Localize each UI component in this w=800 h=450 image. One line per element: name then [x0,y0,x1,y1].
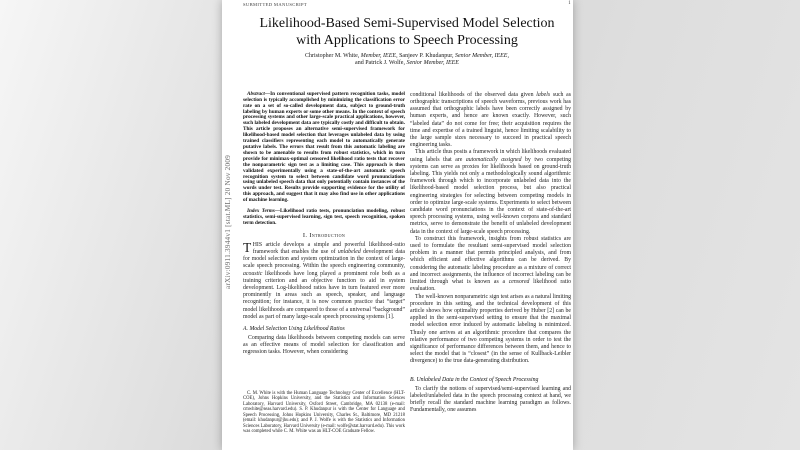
subsection-b-paragraph: To clarify the notions of supervised/semi-supervised learning and labeled/unlabeled data in the speech processing context at hand, we briefly recall the standard machine learning paradigm as follows. Fundamentally, one assumes [410,385,571,414]
two-column-body [243,90,572,435]
section-heading-introduction: I. Introduction [302,231,346,239]
right-paragraph-3: To construct this framework, insights from robust statistics are used to formulate the resultant semi-supervised model selection problem in a manner that permits principled analysis, and from which efficient and effective algorithms can be derived. By considering the automatic labeling procedure as a mixture of correct and incorrect assignments, the influence of incorrect labeling can be limited through what is known as a censored likelihood ratio evaluation. [410,235,571,293]
introduction-text: HIS article develops a simple and powerful likelihood-ratio framework that enables the use of unlabeled development data for model selection and system optimization in the context of large-scale speech processing. Within the speech engineering community, acoustic likelihoods have long played a prominent role both as a training criterion and an objective function to aid in system development. Log-likelihood ratios have in turn featured ever more prominently in areas such as speech, speaker, and language recognition; for instance, it is now common practice that “target” model likelihoods are compared to those of a universal “background” model as part of many large-scale speech processing systems [1]. [243,241,405,320]
author-affiliation-footnote: C. M. White is with the Human Language Technology Center of Excellence (HLT-COE), Johns Hopkins University, and the Statistics and Information Sciences Laboratory, Harvard University, Oxford Street, Cambridge, MA 02138 (e-mail: cmwhite@seas.harvard.edu). S. P. Khudanpur is with the Center for Language and Speech Processing, Johns Hopkins University, Charles St., Baltimore, MD 21218 (email: khudanpur@jhu.edu); and P. J. Wolfe is with the Statistics and Information Sciences Laboratory, Harvard University (e-mail: wolfe@stat.harvard.edu). This work was completed while C. M. White was an HLT-COE Graduate Fellow. [243,390,405,435]
abstract-paragraph [243,92,405,204]
page-number: 1 [568,1,571,6]
arxiv-stamp: arXiv:0911.3944v1 [stat.ML] 20 Nov 2009 [224,154,232,290]
paper-title-line2: with Applications to Speech Processing [296,32,518,48]
right-paragraph-2: This article thus posits a framework in which likelihoods evaluated using labels that are automatically assigned by two competing systems can serve as proxies for likelihoods based on ground-truth labeling. This yields not only a methodologically sound algorithmic framework through which to incorporate unlabeled data into the likelihood-based model selection process, but also practical engineering strategies for selecting between competing models in order to optimize large-scale systems. Experiments to select between candidate word pronunciations in the context of state-of-the-art speech processing systems, using well-known corpora and standard metrics, serve to demonstrate the benefit of unlabeled development data in the context of large-scale speech processing. [410,149,571,235]
abstract-label: Abstract [247,90,265,97]
right-paragraph-1: conditional likelihoods of the observed data given labels such as orthographic transcriptions of speech waveforms, previous work has assumed that orthographic labels have been correctly assigned by human experts, and hence are known exactly. However, such “labeled data” do not come for free; their acquisition requires the time and expertise of a trained linguist, hence limiting scalability to the large sample sizes necessary to succeed in practical speech engineering tasks. [410,91,572,149]
subsection-heading-b: B. Unlabeled Data in the Context of Speech Processing [410,376,539,383]
drop-cap: T [243,239,252,255]
author-list [243,53,571,68]
paper-page [222,0,573,450]
subsection-heading-a: A. Model Selection Using Likelihood Ratios [243,325,345,332]
author-line1: Christopher M. White, Member, IEEE, Sanjeev P. Khudanpur, Senior Member, IEEE, [305,53,509,59]
subsection-a-paragraph: Comparing data likelihoods between competing models can serve as an effective means of model selection for classification and regression tasks. However, when considering [243,334,405,356]
index-terms-paragraph [243,209,405,227]
abstract-text: —In conventional supervised pattern recognition tasks, model selection is typically accomplished by minimizing the classification error rate on a set of so-called development data, subject to ground-truth labeling by human experts or some other means. In the context of speech processing systems and other large-scale practical applications, however, such labeled development data are typically costly and difficult to obtain. This article proposes an alternative semi-supervised framework for likelihood-based model selection that leverages unlabeled data by using trained classifiers representing each model to automatically generate putative labels. The errors that result from this automatic labeling are shown to be amenable to results from robust statistics, which in turn provide for minimax-optimal censored likelihood ratio tests that recover the nonparametric sign test as a limiting case. This approach is then validated experimentally using a state-of-the-art automatic speech recognition system to select between candidate word pronunciations using unlabeled speech data that only potentially contain instances of the words under test. Results provide supporting evidence for the utility of this approach, and suggest that it may also find use in other applications of machine learning. [243,90,405,204]
author-line2: and Patrick J. Wolfe, Senior Member, IEEE [355,60,459,67]
running-header-row [243,0,571,7]
left-column [243,90,405,435]
right-column [410,92,571,415]
index-terms-text: —Likelihood ratio tests, pronunciation modeling, robust statistics, semi-supervised learning, sign test, speech recognition, spoken term detection. [243,208,405,226]
index-terms-label: Index Terms [247,208,275,215]
introduction-paragraph [243,239,405,321]
paper-title [243,16,571,49]
paper-title-line1: Likelihood-Based Semi-Supervised Model Selection [259,16,555,31]
running-header-text: SUBMITTED MANUSCRIPT [243,2,308,7]
right-paragraph-4: The well-known nonparametric sign test arises as a natural limiting procedure in this setting, and the technical development of this article shows how optimality properties derived by Huber [2] can be applied in the semi-supervised setting to ensure that the maximal model selection error induced by automatic labeling is minimized. Thusly one arrives at an algorithmic procedure that compares the relative performance of two competing systems in order to test the significance of performance differences between them, and hence to select the model that is “closest” (in the sense of Kullback-Leibler divergence) to the true data-generating distribution. [410,293,571,365]
